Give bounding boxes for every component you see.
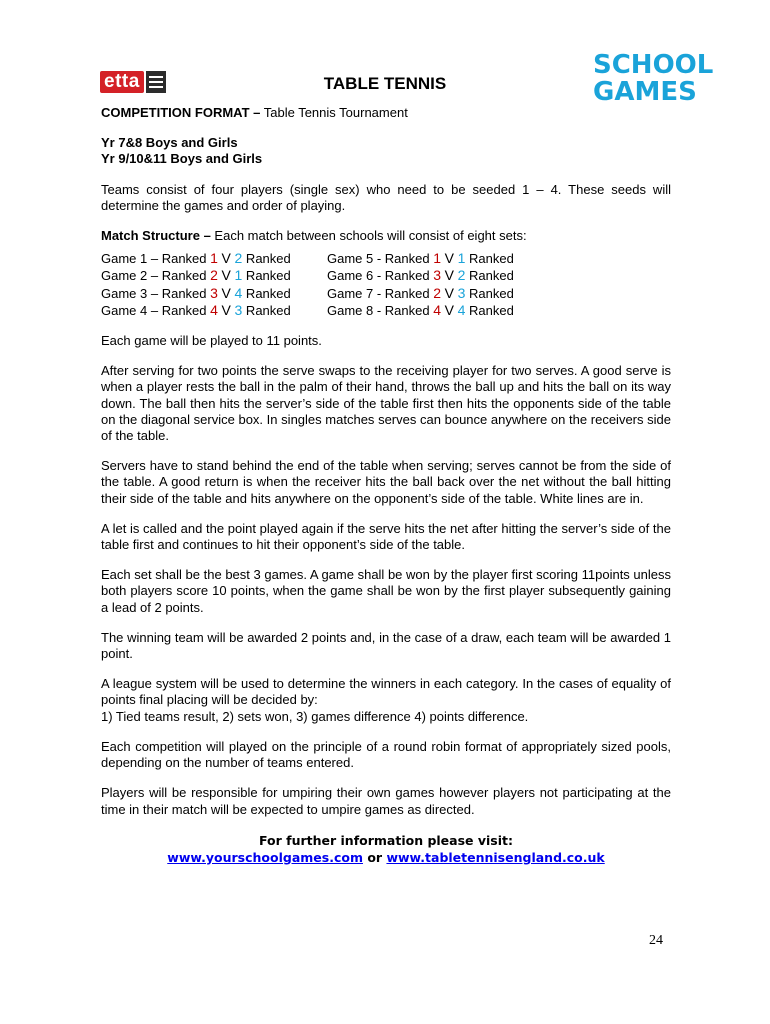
match-structure: [101, 228, 671, 244]
versus: V: [221, 301, 231, 318]
points-paragraph: Each game will be played to 11 points.: [101, 333, 322, 349]
game-prefix: Game 7 - Ranked: [327, 285, 434, 301]
game-prefix: Game 3 – Ranked: [101, 285, 211, 301]
game-suffix: Ranked: [465, 251, 514, 267]
game-prefix: Game 2 – Ranked: [101, 268, 211, 284]
further-info-text: For further information please visit:: [259, 832, 513, 848]
game-prefix: Game 1 – Ranked: [101, 251, 211, 267]
winning-paragraph: The winning team will be awarded 2 points and, in the case of a draw, each team will be awarded 1 point.: [101, 629, 671, 662]
games-table: [101, 250, 514, 319]
league-paragraph: [101, 676, 671, 725]
rank-a: 1: [210, 250, 218, 267]
rank-b: 2: [457, 267, 466, 284]
page-number: 24: [649, 933, 663, 948]
further-info: [101, 832, 671, 866]
further-info-links: [101, 849, 671, 866]
game-entry: [101, 250, 327, 267]
rank-a: 2: [210, 267, 218, 284]
competition-format-label: COMPETITION FORMAT –: [101, 105, 261, 120]
game-suffix: Ranked: [465, 268, 514, 284]
game-entry: [327, 302, 514, 319]
game-suffix: Ranked: [242, 302, 291, 318]
competition-format: [101, 105, 671, 121]
servers-paragraph: Servers have to stand behind the end of the table when serving; serves cannot be from the side of the table. A good return is when the receiver hits the ball back over the net without the ball hitting their side of the table and hits anywhere on the opponent’s side of the table. White lines are in.: [101, 458, 671, 506]
rank-b: 4: [234, 284, 243, 301]
rank-b: 1: [457, 250, 466, 267]
game-entry: [101, 285, 327, 302]
etta-logo-text: etta: [100, 71, 144, 93]
game-suffix: Ranked: [465, 285, 514, 301]
rank-a: 1: [433, 250, 442, 267]
rank-b: 4: [457, 301, 466, 318]
links-separator: or: [362, 849, 387, 865]
match-structure-text: Each match between schools will consist of eight sets:: [210, 228, 527, 244]
serving-paragraph: After serving for two points the serve swaps to the receiving player for two serves. A good serve is when a player rests the ball in the palm of their hand, throws the ball up and hits the ball on its way down. The ball then hits the server’s side of the table first then hits the opponents side of the table on the diagonal service box. In singles matches serves can bounce anywhere on the receivers side of the table.: [101, 363, 671, 444]
school-games-logo-line2: GAMES: [593, 77, 697, 106]
versus: V: [221, 250, 231, 267]
rank-a: 4: [210, 301, 218, 318]
game-entry: [327, 267, 514, 284]
document-body: [101, 105, 671, 866]
game-prefix: Game 5 - Ranked: [327, 251, 434, 267]
game-suffix: Ranked: [465, 302, 514, 318]
umpiring-paragraph: Players will be responsible for umpiring their own games however players not participating at the time in their match will be expected to umpire games as directed.: [101, 785, 671, 817]
versus: V: [444, 301, 454, 318]
rank-a: 3: [210, 284, 218, 301]
game-prefix: Game 4 – Ranked: [101, 302, 211, 318]
game-prefix: Game 6 - Ranked: [327, 268, 434, 284]
school-games-logo-line1: SCHOOL: [593, 50, 714, 80]
sets-paragraph: Each set shall be the best 3 games. A game shall be won by the player first scoring 11points unless both players score 10 points, when the game shall be won by the first player subsequently gaining a lead of 2 points.: [101, 567, 671, 615]
game-entry: [327, 285, 514, 302]
match-structure-label: Match Structure –: [101, 228, 211, 244]
yourschoolgames-link[interactable]: www.yourschoolgames.com: [167, 849, 363, 865]
let-paragraph: A let is called and the point played again if the serve hits the net after hitting the server’s side of the table first and continues to hit their opponent’s side of the table.: [101, 520, 671, 553]
rank-b: 3: [457, 284, 466, 301]
tabletennisengland-link[interactable]: www.tabletennisengland.co.uk: [386, 849, 605, 865]
versus: V: [444, 267, 454, 284]
league-order: 1) Tied teams result, 2) sets won, 3) games difference 4) points difference.: [101, 708, 529, 724]
rank-a: 2: [433, 284, 442, 301]
rank-b: 3: [234, 301, 243, 318]
rank-a: 3: [433, 267, 442, 284]
game-entry: [327, 250, 514, 267]
game-entry: [101, 302, 327, 319]
versus: V: [221, 267, 231, 284]
page-title: TABLE TENNIS: [323, 74, 447, 93]
game-suffix: Ranked: [242, 268, 291, 284]
teams-paragraph: Teams consist of four players (single sex) who need to be seeded 1 – 4. These seeds will determine the games and order of playing.: [101, 181, 671, 213]
game-entry: [101, 267, 327, 284]
game-suffix: Ranked: [242, 285, 291, 301]
league-text: A league system will be used to determine the winners in each category. In the cases of equality of points final placing will be decided by:: [101, 676, 671, 708]
game-suffix: Ranked: [242, 251, 291, 267]
versus: V: [444, 250, 454, 267]
category-1: Yr 7&8 Boys and Girls: [101, 135, 238, 151]
competition-format-value: Table Tennis Tournament: [260, 105, 408, 120]
versus: V: [221, 284, 231, 301]
rank-b: 2: [234, 250, 243, 267]
categories: [101, 135, 671, 167]
game-prefix: Game 8 - Ranked: [327, 302, 434, 318]
versus: V: [444, 284, 454, 301]
rank-b: 1: [234, 267, 243, 284]
category-2: Yr 9/10&11 Boys and Girls: [101, 151, 263, 167]
rank-a: 4: [433, 301, 442, 318]
round-robin-paragraph: Each competition will played on the principle of a round robin format of appropriately sized pools, depending on the number of teams entered.: [101, 738, 671, 771]
